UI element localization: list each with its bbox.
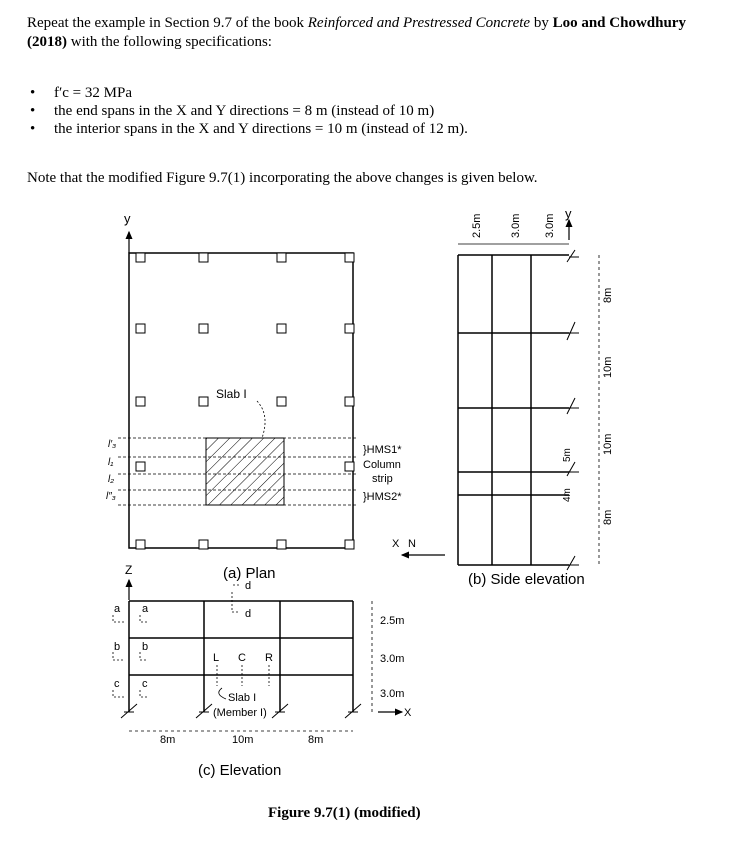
hms1-label: }HMS1* — [363, 444, 402, 456]
section-mark-a-left: a — [114, 603, 121, 615]
elevation-view — [113, 563, 412, 779]
plan-title: (a) Plan — [223, 565, 276, 582]
side-dim-10m-a: 10m — [602, 356, 614, 378]
side-dim-3-0m-a: 3.0m — [510, 213, 522, 238]
section-mark-b-inner: b — [142, 641, 149, 653]
spec-item: • the end spans in the X and Y directions = 8 m (instead of 10 m) — [30, 102, 468, 120]
plan-north-label: N — [408, 538, 416, 550]
spec-item: • f′c = 32 MPa — [30, 84, 468, 102]
side-break-marks — [567, 250, 579, 570]
side-dim-4m: 4m — [562, 488, 573, 502]
side-elevation — [458, 206, 614, 588]
strip-label-l2: l₂ — [108, 474, 115, 485]
elev-span-10m: 10m — [232, 734, 254, 746]
elev-dim-3-0m-a: 3.0m — [380, 653, 405, 665]
elev-dim-2-5m: 2.5m — [380, 615, 405, 627]
elev-slab-label: Slab I — [228, 692, 257, 704]
side-dim-10m-b: 10m — [602, 433, 614, 455]
side-frame — [458, 255, 569, 565]
side-dim-3-0m-b: 3.0m — [544, 213, 556, 238]
lcr-label-r: R — [265, 652, 273, 664]
lcr-label-l: L — [213, 652, 220, 664]
intro-paragraph: Repeat the example in Section 9.7 of the book Reinforced and Prestressed Concrete by Loo and Chowdhury (2018) with the following specifications: — [27, 15, 686, 50]
d-mark-leaders — [232, 585, 240, 612]
slab-i-panel — [206, 438, 284, 505]
elev-span-8m-left: 8m — [160, 734, 176, 746]
section-mark-c-left: c — [114, 678, 120, 690]
elev-x-axis-label: X — [404, 707, 412, 719]
plan-view — [106, 211, 445, 582]
side-title: (b) Side elevation — [468, 571, 585, 588]
d-mark-lower: d — [245, 608, 252, 620]
strip-label-l1: l₁ — [108, 457, 114, 468]
side-dim-8m-top: 8m — [602, 287, 614, 303]
column-strip-label-2: strip — [372, 473, 393, 485]
section-mark-c-inner: c — [142, 678, 148, 690]
strip-label-l3-prime: l′₃ — [108, 439, 117, 450]
side-y-axis-label: y — [565, 206, 572, 221]
slab-i-elev-leader — [219, 688, 226, 699]
side-dim-5m: 5m — [562, 448, 573, 462]
side-dim-8m-bottom: 8m — [602, 509, 614, 525]
plan-slab-label: Slab I — [216, 387, 247, 401]
figure-note: Note that the modified Figure 9.7(1) incorporating the above changes is given below. — [27, 170, 538, 186]
lcr-label-c: C — [238, 652, 246, 664]
hms2-label: }HMS2* — [363, 491, 402, 503]
plan-x-axis-label: X — [392, 538, 400, 550]
figure-caption: Figure 9.7(1) (modified) — [268, 805, 421, 821]
elev-title: (c) Elevation — [198, 762, 282, 779]
side-dim-2-5m: 2.5m — [471, 213, 483, 238]
elev-north-label: Z — [125, 563, 133, 577]
elev-dim-3-0m-b: 3.0m — [380, 688, 405, 700]
d-mark-top: d — [245, 580, 252, 592]
elev-span-8m-right: 8m — [308, 734, 324, 746]
plan-y-axis-label: y — [124, 211, 131, 226]
strip-label-l3-double: l″₃ — [106, 491, 116, 502]
column-strip-label-1: Column — [363, 459, 401, 471]
elev-member-label: (Member I) — [213, 707, 267, 719]
section-mark-b-left: b — [114, 641, 121, 653]
section-mark-a-inner: a — [142, 603, 149, 615]
slab-i-leader — [257, 401, 265, 438]
spec-item: • the interior spans in the X and Y directions = 10 m (instead of 12 m). — [30, 120, 468, 138]
